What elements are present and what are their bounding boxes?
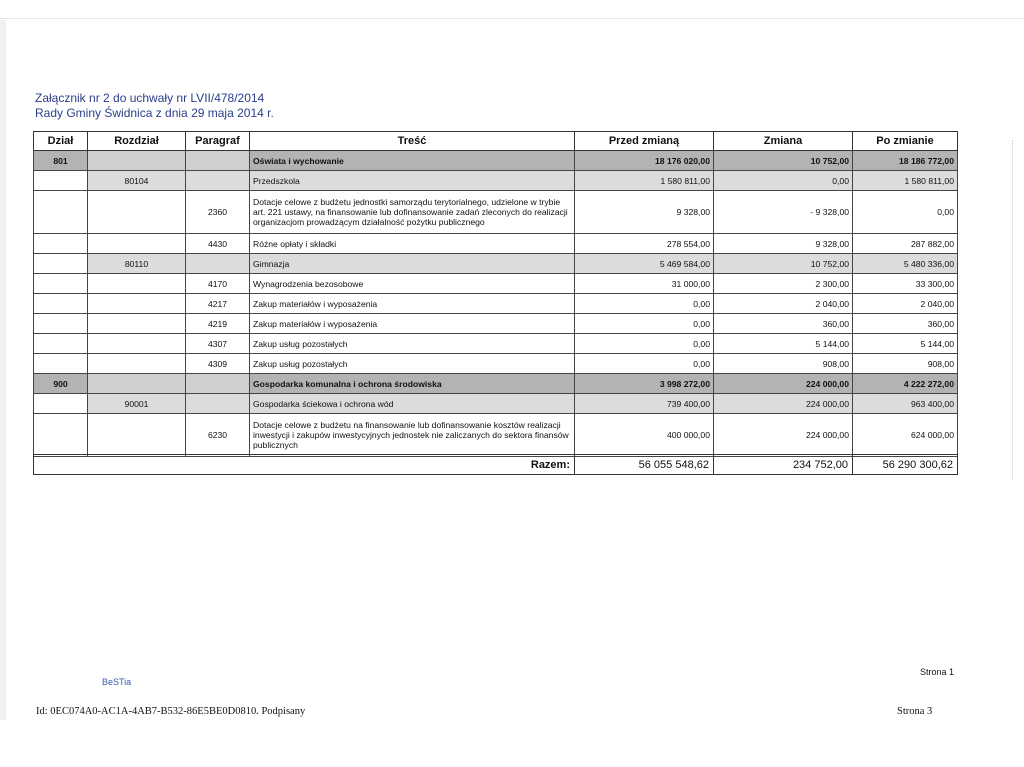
total-po: 56 290 300,62 — [853, 455, 958, 475]
column-header-rozdzial: Rozdział — [88, 132, 186, 151]
cell-przed-zmiana: 0,00 — [575, 314, 714, 334]
cell-po-zmianie: 33 300,00 — [853, 274, 958, 294]
table-row — [34, 354, 958, 374]
cell-tresc: Różne opłaty i składki — [250, 234, 575, 254]
cell-dzial — [34, 234, 88, 254]
cell-paragraf: 6230 — [186, 414, 250, 457]
cell-dzial — [34, 314, 88, 334]
table-row — [34, 314, 958, 334]
cell-przed-zmiana: 9 328,00 — [575, 191, 714, 234]
cell-tresc: Gimnazja — [250, 254, 575, 274]
column-header-tresc: Treść — [250, 132, 575, 151]
cell-po-zmianie: 287 882,00 — [853, 234, 958, 254]
cell-zmiana: 0,00 — [714, 171, 853, 191]
cell-dzial — [34, 334, 88, 354]
cell-zmiana: 10 752,00 — [714, 151, 853, 171]
cell-zmiana: 9 328,00 — [714, 234, 853, 254]
cell-dzial — [34, 414, 88, 457]
cell-przed-zmiana: 0,00 — [575, 294, 714, 314]
cell-przed-zmiana: 31 000,00 — [575, 274, 714, 294]
cell-przed-zmiana: 1 580 811,00 — [575, 171, 714, 191]
cell-paragraf — [186, 171, 250, 191]
table-row — [34, 254, 958, 274]
cell-po-zmianie: 0,00 — [853, 191, 958, 234]
total-przed: 56 055 548,62 — [575, 455, 714, 475]
cell-tresc: Zakup materiałów i wyposażenia — [250, 314, 575, 334]
table-row — [34, 394, 958, 414]
attachment-title: Załącznik nr 2 do uchwały nr LVII/478/2014 — [35, 91, 265, 105]
table-row — [34, 294, 958, 314]
total-zmiana: 234 752,00 — [714, 455, 853, 475]
cell-dzial — [34, 294, 88, 314]
cell-zmiana: 5 144,00 — [714, 334, 853, 354]
attachment-subtitle: Rady Gminy Świdnica z dnia 29 maja 2014 r. — [35, 106, 274, 120]
page-number-outer: Strona 3 — [897, 706, 933, 717]
cell-paragraf: 4219 — [186, 314, 250, 334]
column-header-paragraf: Paragraf — [186, 132, 250, 151]
cell-przed-zmiana: 0,00 — [575, 354, 714, 374]
table-header-row — [34, 132, 958, 151]
cell-zmiana: 224 000,00 — [714, 414, 853, 457]
cell-dzial — [34, 394, 88, 414]
cell-po-zmianie: 2 040,00 — [853, 294, 958, 314]
table-row — [34, 334, 958, 354]
cell-po-zmianie: 624 000,00 — [853, 414, 958, 457]
cell-paragraf: 4309 — [186, 354, 250, 374]
cell-tresc: Gospodarka komunalna i ochrona środowiska — [250, 374, 575, 394]
cell-paragraf: 4430 — [186, 234, 250, 254]
cell-tresc: Przedszkola — [250, 171, 575, 191]
cell-przed-zmiana: 3 998 272,00 — [575, 374, 714, 394]
cell-dzial — [34, 354, 88, 374]
cell-rozdzial — [88, 414, 186, 457]
cell-paragraf — [186, 394, 250, 414]
cell-rozdzial — [88, 274, 186, 294]
cell-rozdzial — [88, 334, 186, 354]
cell-tresc: Zakup materiałów i wyposażenia — [250, 294, 575, 314]
cell-paragraf — [186, 374, 250, 394]
table-row — [34, 414, 958, 457]
budget-table-body — [34, 151, 958, 457]
cell-paragraf: 4307 — [186, 334, 250, 354]
table-row — [34, 374, 958, 394]
cell-dzial — [34, 171, 88, 191]
cell-zmiana: 10 752,00 — [714, 254, 853, 274]
cell-tresc: Zakup usług pozostałych — [250, 334, 575, 354]
column-header-zmiana: Zmiana — [714, 132, 853, 151]
cell-po-zmianie: 5 480 336,00 — [853, 254, 958, 274]
cell-przed-zmiana: 5 469 584,00 — [575, 254, 714, 274]
cell-tresc: Dotacje celowe z budżetu na finansowanie lub dofinansowanie kosztów realizacji inwestycji i zakupów inwestycyjnych jednostek nie zaliczanych do sektora finansów publicznych — [250, 414, 575, 457]
cell-rozdzial — [88, 234, 186, 254]
cell-po-zmianie: 18 186 772,00 — [853, 151, 958, 171]
cell-zmiana: 2 040,00 — [714, 294, 853, 314]
cell-paragraf: 4170 — [186, 274, 250, 294]
page-number-inner: Strona 1 — [920, 667, 955, 677]
cell-paragraf: 2360 — [186, 191, 250, 234]
column-header-po-zmianie: Po zmianie — [853, 132, 958, 151]
total-table — [33, 454, 958, 475]
scan-artifact-line — [0, 18, 1024, 19]
cell-tresc: Wynagrodzenia bezosobowe — [250, 274, 575, 294]
table-row — [34, 274, 958, 294]
column-header-dzial: Dział — [34, 132, 88, 151]
table-row — [34, 171, 958, 191]
cell-dzial: 900 — [34, 374, 88, 394]
cell-rozdzial: 80110 — [88, 254, 186, 274]
cell-tresc: Dotacje celowe z budżetu jednostki samorządu terytorialnego, udzielone w trybie art. 221 ustawy, na finansowanie lub dofinansowanie zadań zleconych do realizacji organizacjom prowadzącym działalność pożytku publicznego — [250, 191, 575, 234]
cell-rozdzial: 90001 — [88, 394, 186, 414]
cell-przed-zmiana: 278 554,00 — [575, 234, 714, 254]
cell-po-zmianie: 908,00 — [853, 354, 958, 374]
cell-tresc: Gospodarka ściekowa i ochrona wód — [250, 394, 575, 414]
cell-przed-zmiana: 0,00 — [575, 334, 714, 354]
scan-artifact-edge — [0, 20, 6, 720]
cell-po-zmianie: 4 222 272,00 — [853, 374, 958, 394]
total-row — [34, 455, 958, 475]
document-id: Id: 0EC074A0-AC1A-4AB7-B532-86E5BE0D0810. Podpisany — [36, 706, 306, 717]
column-header-przed-zmiana: Przed zmianą — [575, 132, 714, 151]
cell-paragraf — [186, 254, 250, 274]
cell-przed-zmiana: 18 176 020,00 — [575, 151, 714, 171]
cell-paragraf: 4217 — [186, 294, 250, 314]
table-row — [34, 234, 958, 254]
cell-po-zmianie: 360,00 — [853, 314, 958, 334]
table-row — [34, 191, 958, 234]
cell-dzial: 801 — [34, 151, 88, 171]
cell-rozdzial: 80104 — [88, 171, 186, 191]
cell-paragraf — [186, 151, 250, 171]
cell-zmiana: 908,00 — [714, 354, 853, 374]
producer-label: BeSTia — [102, 677, 132, 687]
cell-przed-zmiana: 739 400,00 — [575, 394, 714, 414]
cell-rozdzial — [88, 191, 186, 234]
cell-zmiana: 2 300,00 — [714, 274, 853, 294]
cell-po-zmianie: 5 144,00 — [853, 334, 958, 354]
cell-rozdzial — [88, 151, 186, 171]
cell-po-zmianie: 1 580 811,00 — [853, 171, 958, 191]
cell-dzial — [34, 254, 88, 274]
cell-rozdzial — [88, 294, 186, 314]
scan-artifact-marks — [1012, 140, 1015, 480]
cell-rozdzial — [88, 374, 186, 394]
table-row — [34, 151, 958, 171]
total-label: Razem: — [34, 455, 575, 475]
cell-zmiana: 224 000,00 — [714, 394, 853, 414]
cell-tresc: Zakup usług pozostałych — [250, 354, 575, 374]
cell-zmiana: - 9 328,00 — [714, 191, 853, 234]
cell-dzial — [34, 191, 88, 234]
cell-dzial — [34, 274, 88, 294]
cell-rozdzial — [88, 354, 186, 374]
cell-po-zmianie: 963 400,00 — [853, 394, 958, 414]
budget-table — [33, 131, 958, 457]
cell-przed-zmiana: 400 000,00 — [575, 414, 714, 457]
cell-rozdzial — [88, 314, 186, 334]
cell-zmiana: 224 000,00 — [714, 374, 853, 394]
cell-tresc: Oświata i wychowanie — [250, 151, 575, 171]
cell-zmiana: 360,00 — [714, 314, 853, 334]
